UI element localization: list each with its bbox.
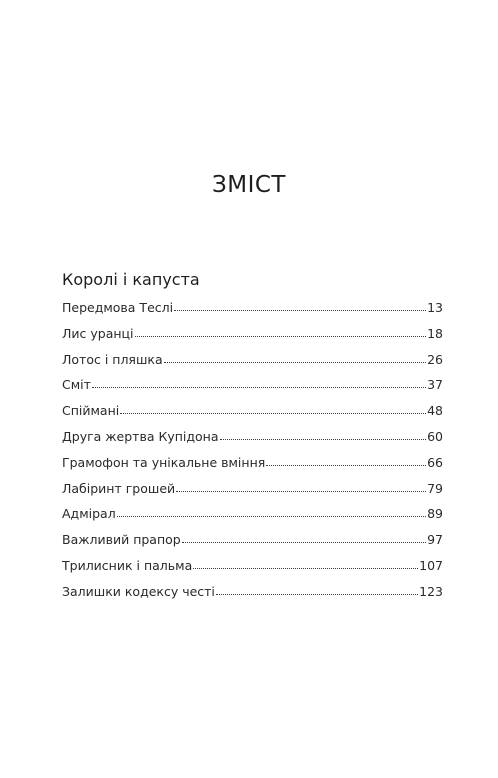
toc-dot-leader [176, 480, 426, 493]
toc-dot-leader [117, 506, 426, 519]
toc-entry-title: Сміт [62, 377, 91, 393]
toc-entry-page: 97 [427, 532, 443, 548]
toc-entry-page: 107 [419, 557, 443, 573]
toc-entry-page: 37 [427, 377, 443, 393]
toc-entry-title: Лотос і пляшка [62, 351, 163, 367]
toc-entry [62, 503, 443, 529]
toc-entry [62, 297, 443, 323]
toc-entry-title: Спіймані [62, 403, 120, 419]
toc-entry-title: Лис уранці [62, 325, 134, 341]
toc-entry [62, 349, 443, 375]
toc-entry-title: Лабіринт грошей [62, 480, 176, 496]
toc-dot-leader [164, 351, 426, 364]
toc-entry [62, 374, 443, 400]
toc-entry [62, 555, 443, 581]
page-title: ЗМІСТ [212, 172, 286, 198]
toc-entry [62, 426, 443, 452]
toc-entry-page: 123 [419, 583, 443, 599]
toc-entry-page: 89 [427, 506, 443, 522]
toc-entry-page: 26 [427, 351, 443, 367]
toc-entry [62, 529, 443, 555]
table-of-contents [62, 297, 443, 607]
toc-dot-leader [182, 532, 426, 545]
toc-entry-title: Передмова Теслі [62, 300, 174, 315]
toc-dot-leader [216, 583, 418, 596]
toc-entry-title: Адмірал [62, 506, 116, 522]
toc-entry-page: 79 [427, 480, 443, 496]
toc-entry-title: Друга жертва Купідона [62, 428, 219, 444]
toc-dot-leader [174, 300, 426, 313]
toc-entry-page: 66 [427, 454, 443, 470]
toc-dot-leader [193, 557, 418, 570]
toc-entry [62, 478, 443, 504]
toc-entry [62, 452, 443, 478]
toc-entry-page: 48 [427, 403, 443, 419]
toc-entry-page: 13 [427, 300, 443, 315]
toc-entry-title: Важливий прапор [62, 532, 181, 548]
toc-entry [62, 400, 443, 426]
toc-dot-leader [135, 325, 427, 338]
toc-dot-leader [92, 377, 426, 390]
toc-dot-leader [220, 428, 427, 441]
toc-entry [62, 581, 443, 607]
toc-dot-leader [120, 403, 426, 416]
toc-entry-title: Залишки кодексу честі [62, 583, 215, 599]
toc-dot-leader [266, 454, 426, 467]
toc-entry-title: Грамофон та унікальне вміння [62, 454, 266, 470]
toc-entry [62, 323, 443, 349]
toc-entry-page: 60 [427, 428, 443, 444]
toc-entry-title: Трилисник і пальма [62, 557, 193, 573]
section-title: Королі і капуста [62, 270, 200, 289]
toc-entry-page: 18 [427, 325, 443, 341]
